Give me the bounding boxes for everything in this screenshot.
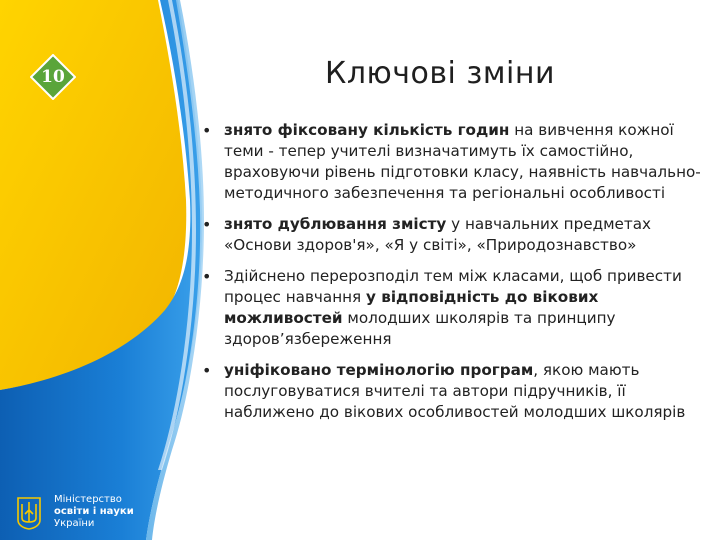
bullet-item <box>200 266 715 350</box>
slide-number: 10 <box>41 67 65 87</box>
ministry-name-line: України <box>54 518 95 529</box>
ministry-logo <box>16 492 166 536</box>
bullet-bold-text: у відповідність до вікових можливостей <box>224 288 599 327</box>
bullet-list <box>200 120 715 433</box>
ministry-name-line: Міністерство <box>54 494 122 505</box>
bullet-item <box>200 120 715 204</box>
trident-emblem-icon <box>16 496 42 530</box>
ministry-name <box>54 494 164 530</box>
slide-title: Ключові зміни <box>325 56 555 91</box>
bullet-text: молодших школярів та принципу здоров’язбереження <box>224 309 616 348</box>
bullet-text: , якою мають послуговуватися вчителі та автори підручників, її наближено до вікових особливостей молодших школярів <box>224 361 686 421</box>
bullet-item <box>200 214 715 256</box>
bullet-bold-text: уніфіковано термінологію програм <box>224 361 534 379</box>
bullet-text: Здійснено перерозподіл тем між класами, щоб привести процес навчання <box>224 267 682 306</box>
bullet-text: на вивчення кожної теми - тепер учителі визначатимуть їх самостійно, враховуючи рівень підготовки класу, наявність навчально-методичного забезпечення та регіональні особливості <box>224 121 701 202</box>
bullet-text: у навчальних предметах «Основи здоров'я», «Я у світі», «Природознавство» <box>224 215 652 254</box>
bullet-item <box>200 360 715 423</box>
bullet-bold-text: знято фіксовану кількість годин <box>224 121 510 139</box>
ministry-name-line: освіти і науки <box>54 506 134 517</box>
bullet-bold-text: знято дублювання змісту <box>224 215 447 233</box>
